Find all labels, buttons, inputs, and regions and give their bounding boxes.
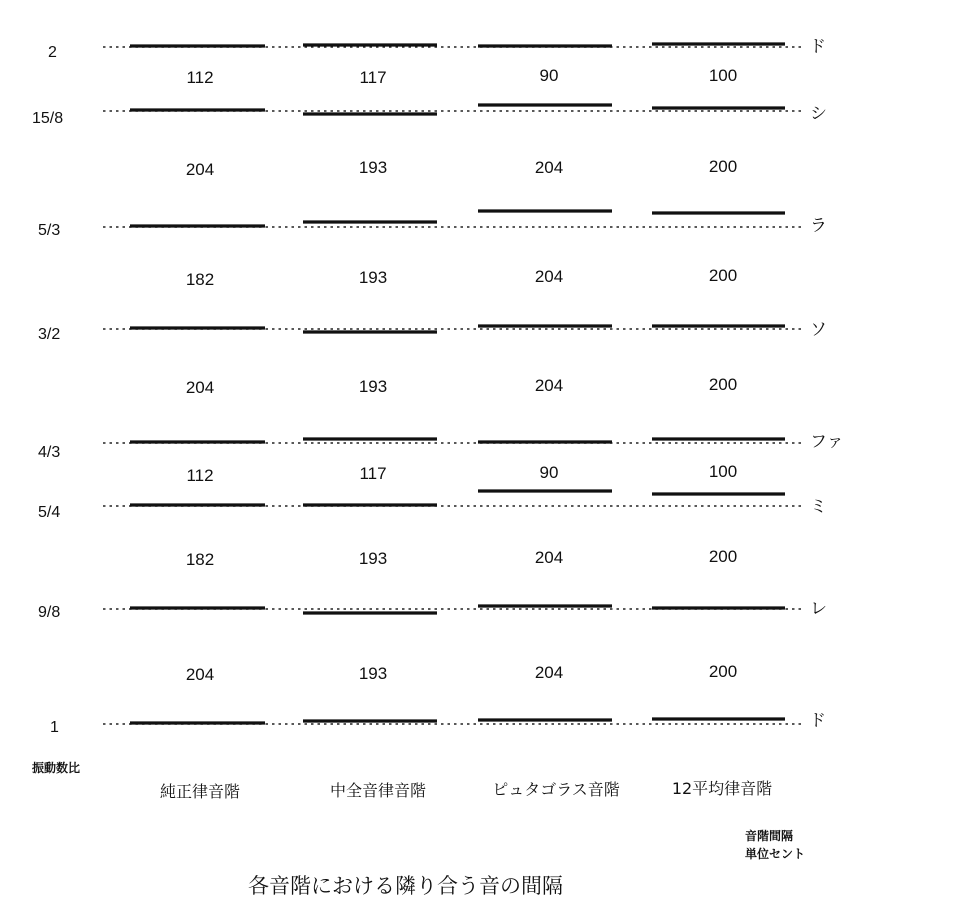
cent-value: 193 — [358, 377, 388, 396]
cent-value: 204 — [534, 663, 564, 682]
scale-name-just: 純正律音階 — [159, 782, 241, 801]
scale-name-meantone: 中全音律音階 — [329, 781, 427, 800]
cent-value: 182 — [185, 270, 215, 289]
interval-cent-values — [186, 66, 737, 684]
cent-value: 204 — [534, 267, 564, 286]
ratio-label: 5/4 — [38, 504, 61, 521]
note-name-label: ソ — [810, 320, 827, 340]
scale-name-pythagorean: ピュタゴラス音階 — [492, 780, 620, 799]
cent-value: 204 — [185, 665, 215, 684]
note-name-labels — [809, 37, 844, 731]
cent-value: 112 — [186, 466, 214, 485]
ratio-labels — [32, 44, 63, 736]
cent-value: 200 — [708, 375, 738, 394]
cent-value: 100 — [708, 66, 738, 85]
scale-name-equal: 12平均律音階 — [671, 779, 773, 798]
cent-value: 117 — [359, 68, 387, 87]
ratio-label: 1 — [50, 719, 59, 736]
cent-value: 193 — [358, 549, 388, 568]
cent-value: 100 — [708, 462, 738, 481]
ratio-label: 4/3 — [38, 444, 61, 461]
pitch-bars — [130, 44, 785, 723]
scale-name-labels — [160, 779, 772, 801]
cent-value: 193 — [358, 664, 388, 683]
cent-value: 204 — [185, 160, 215, 179]
ratio-label: 5/3 — [38, 222, 61, 239]
cent-value: 200 — [708, 662, 738, 681]
cent-value: 90 — [539, 66, 559, 85]
note-name-label: シ — [810, 104, 827, 124]
cent-value: 204 — [185, 378, 215, 397]
figure-caption: 各音階における隣り合う音の間隔 — [248, 874, 563, 898]
note-name-label: レ — [810, 599, 827, 619]
cent-value: 200 — [708, 547, 738, 566]
cent-value: 193 — [358, 268, 388, 287]
cent-value: 193 — [358, 158, 388, 177]
cent-value: 204 — [534, 548, 564, 567]
cent-value: 200 — [708, 157, 738, 176]
ratio-label: 9/8 — [38, 604, 61, 621]
note-name-label: ラ — [810, 216, 827, 236]
cent-value: 182 — [185, 550, 215, 569]
cent-value: 117 — [359, 464, 387, 483]
unit-note-line-1: 音階間隔 — [745, 829, 794, 843]
cent-value: 200 — [708, 266, 738, 285]
cent-value: 90 — [539, 463, 559, 482]
note-name-label: ファ — [810, 432, 844, 452]
note-name-label: ド — [809, 711, 826, 731]
cent-value: 204 — [534, 158, 564, 177]
ratio-label: 15/8 — [32, 110, 64, 127]
note-name-label: ミ — [810, 497, 827, 517]
ratio-label: 3/2 — [38, 326, 61, 343]
ratio-label: 2 — [48, 44, 57, 61]
y-axis-label: 振動数比 — [32, 761, 81, 775]
cent-value: 112 — [186, 68, 214, 87]
cent-value: 204 — [534, 376, 564, 395]
unit-note-line-2: 単位セント — [745, 847, 806, 861]
note-name-label: ド — [809, 37, 826, 57]
